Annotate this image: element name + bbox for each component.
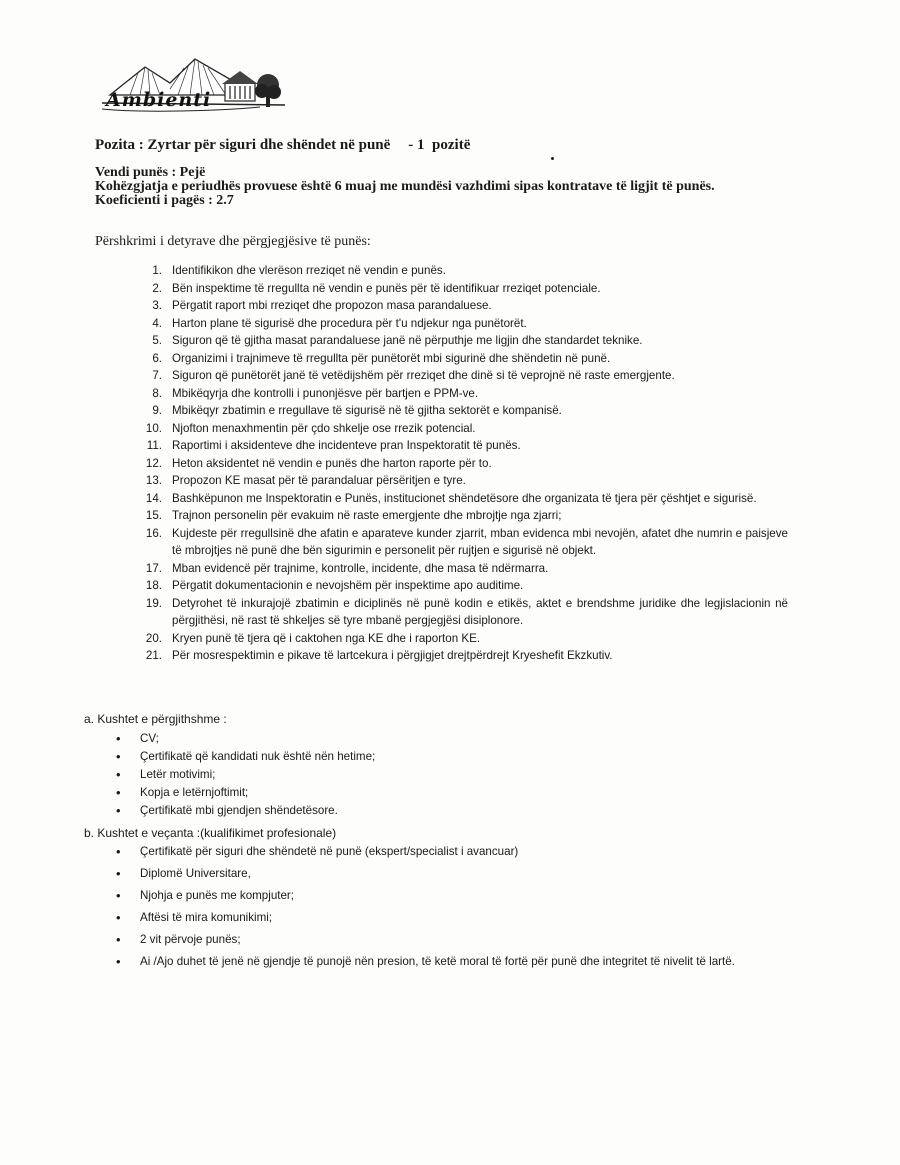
general-conditions-list	[114, 730, 784, 820]
list-item: • CV;	[114, 730, 784, 748]
salary-coefficient: Koeficienti i pagës : 2.7	[95, 193, 234, 208]
list-item: • Kopja e letërnjoftimit;	[114, 784, 784, 802]
list-item: 15. Trajnon personelin për evakuim në raste emergjente dhe mbrojtje nga zjarri;	[145, 509, 562, 522]
position-unit: pozitë	[432, 137, 471, 153]
list-item: 21. Për mosrespektimin e pikave të lartcekura i përgjigjet drejtpërdrejt Kryeshefit Ekzkutiv.	[145, 649, 613, 662]
list-item: 3. Përgatit raport mbi rreziqet dhe propozon masa parandaluese.	[152, 299, 492, 312]
list-item: 17. Mban evidencë për trajnime, kontrolle, incidente, dhe masa të ndërmarra.	[145, 561, 549, 575]
list-item: • Çertifikatë që kandidati nuk është nën hetime;	[114, 748, 784, 766]
list-item: 12. Heton aksidentet në vendin e punës dhe harton raporte për to.	[145, 456, 492, 470]
position-count: 1	[417, 137, 425, 153]
position-heading	[95, 137, 815, 154]
list-item: 2. Bën inspektime të rregullta në vendin e punës për të identifikuar rreziqet potenciale.	[152, 281, 601, 295]
probation-period: Kohëzgjatja e periudhës provuese është 6 muaj me mundësi vazhdimi sipas kontratave të ligjit të punës.	[95, 179, 715, 194]
logo-text: Ambienti	[106, 89, 212, 111]
list-item: 1. Identifikikon dhe vlerëson rreziqet në vendin e punës.	[152, 264, 446, 277]
list-item: 13. Propozon KE masat për të parandaluar përsëritjen e tyre.	[145, 474, 466, 487]
list-item: • Çertifikatë për siguri dhe shëndetë në punë (ekspert/specialist i avancuar)	[114, 843, 784, 861]
list-item: 19. Detyrohet të inkurajojë zbatimin e diciplinës në punë kodin e etikës, aktet e brendshme juridike dhe legjislacionin në përgjithësi, në rast të shkeljes së tyre mbanë pergjegjësi disiplonore.	[145, 596, 788, 627]
list-item: 11. Raportimi i aksidenteve dhe incidenteve pran Inspektoratit të punës.	[146, 439, 521, 452]
list-item: • Diplomë Universitare,	[114, 865, 784, 883]
duties-list	[138, 262, 788, 665]
duties-title: Përshkrimi i detyrave dhe përgjegjësive të punës:	[95, 234, 371, 249]
job-meta	[95, 166, 815, 208]
list-item: • 2 vit përvoje punës;	[114, 931, 784, 949]
list-item: 9. Mbikëqyr zbatimin e rregullave të sigurisë në të gjitha sektorët e kompanisë.	[152, 404, 562, 417]
list-item: • Njohja e punës me kompjuter;	[114, 887, 784, 905]
special-conditions-title: b. Kushtet e veçanta :(kualifikimet profesionale)	[84, 826, 337, 840]
general-conditions-title: a. Kushtet e përgjithshme :	[84, 712, 227, 726]
list-item: • Aftësi të mira komunikimi;	[114, 909, 784, 927]
list-item: 7. Siguron që punëtorët janë të vetëdijshëm për rreziqet dhe dinë si të veprojnë në raste emergjente.	[152, 369, 675, 382]
list-item: 5. Siguron që të gjitha masat parandaluese janë në përputhje me ligjin dhe standardet teknike.	[152, 334, 643, 347]
list-item: • Ai /Ajo duhet të jenë në gjendje të punojë nën presion, të ketë moral të fortë për punë dhe integritet të nivelit të lartë.	[114, 953, 784, 971]
list-item: 20. Kryen punë të tjera që i caktohen nga KE dhe i raporton KE.	[145, 631, 481, 645]
special-conditions-list	[114, 843, 784, 971]
list-item: • Letër motivimi;	[114, 766, 784, 784]
company-logo	[100, 55, 290, 117]
list-item: 14. Bashkëpunon me Inspektoratin e Punës, institucionet shëndetësore dhe organizata të tjera për çështjet e sigurisë.	[145, 491, 757, 505]
list-item: 4. Harton plane të sigurisë dhe procedura për t'u ndjekur nga punëtorët.	[152, 316, 527, 330]
list-item: 8. Mbikëqyrja dhe kontrolli i punonjësve për bartjen e PPM-ve.	[152, 386, 479, 400]
scan-speck	[551, 157, 554, 160]
list-item: 6. Organizimi i trajnimeve të rregullta për punëtorët mbi sigurinë dhe shëndetin në punë.	[152, 351, 611, 365]
list-item: 18. Përgatit dokumentacionin e nevojshëm për inspektime apo auditime.	[145, 579, 524, 592]
list-item: • Çertifikatë mbi gjendjen shëndetësore.	[114, 802, 784, 820]
position-label: Pozita : Zyrtar për siguri dhe shëndet në punë	[95, 137, 391, 153]
position-dash: -	[408, 137, 414, 153]
work-place: Vendi punës : Pejë	[95, 165, 206, 180]
list-item: 16. Kujdeste për rregullsinë dhe afatin e aparateve kunder zjarrit, mban evidenca mbi nevojën, afatet dhe numrin e paisjeve të mbrojtjes në punë dhe bën sigurimin e personelit për rujtjen e sigurisë në objekt.	[145, 526, 788, 557]
list-item: 10. Njofton menaxhmentin për çdo shkelje ose rrezik potencial.	[145, 421, 476, 435]
